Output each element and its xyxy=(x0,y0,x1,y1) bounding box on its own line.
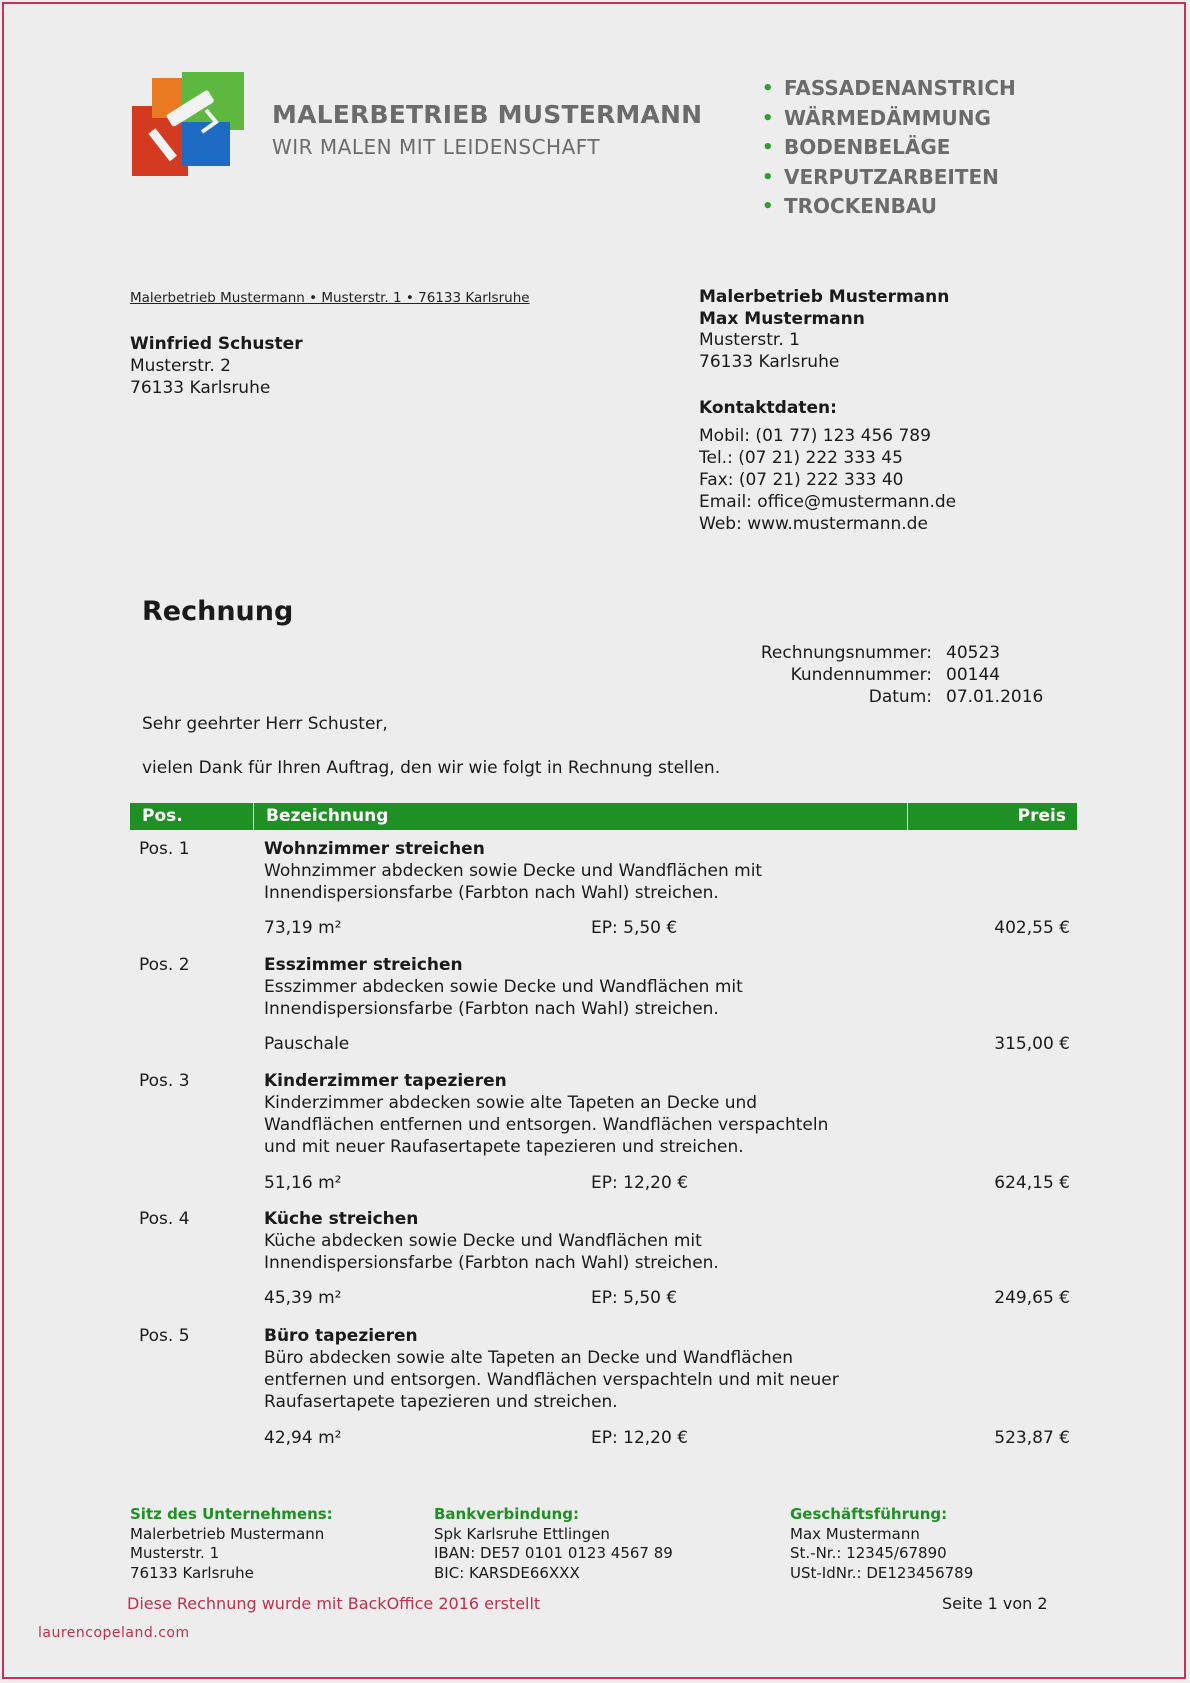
contact-email[interactable]: Email: office@mustermann.de xyxy=(699,492,957,512)
item-quantity: 45,39 m² xyxy=(264,1288,342,1308)
item-unit-price: EP: 5,50 € xyxy=(591,1288,678,1308)
item-pos: Pos. 4 xyxy=(139,1209,190,1229)
contact-heading: Kontaktdaten: xyxy=(699,398,837,418)
watermark: laurencopeland.com xyxy=(38,1625,190,1641)
company-name: Malerbetrieb Mustermann xyxy=(699,287,950,307)
recipient-name: Winfried Schuster xyxy=(130,334,303,354)
item-description: Esszimmer abdecken sowie Decke und Wandflächen mit Innendispersionsfarbe (Farbton nach Wahl) streichen. xyxy=(264,977,743,1019)
company-street: Musterstr. 1 xyxy=(699,330,800,350)
item-price: 624,15 € xyxy=(994,1173,1070,1193)
item-unit-price: EP: 5,50 € xyxy=(591,918,678,938)
service-item: • WÄRMEDÄMMUNG xyxy=(762,104,1016,134)
item-description: Küche abdecken sowie Decke und Wandflächen mit Innendispersionsfarbe (Farbton nach Wahl) streichen. xyxy=(264,1231,719,1273)
recipient-city: 76133 Karlsruhe xyxy=(130,378,271,398)
item-pos: Pos. 5 xyxy=(139,1326,190,1346)
item-price: 523,87 € xyxy=(994,1428,1070,1448)
page-number: Seite 1 von 2 xyxy=(942,1594,1048,1613)
bullet-icon: • xyxy=(762,137,774,158)
item-title: Wohnzimmer streichen xyxy=(264,839,485,859)
company-logo-slogan: WIR MALEN MIT LEIDENSCHAFT xyxy=(272,135,601,159)
item-price: 315,00 € xyxy=(994,1034,1070,1054)
intro-text: vielen Dank für Ihren Auftrag, den wir wie folgt in Rechnung stellen. xyxy=(142,758,721,778)
company-address xyxy=(699,287,949,373)
contact-tel: Tel.: (07 21) 222 333 45 xyxy=(699,448,903,468)
footer-management: Geschäftsführung: Max Mustermann St.-Nr.: 12345/67890 USt-IdNr.: DE123456789 xyxy=(790,1505,974,1582)
column-header-preis: Preis xyxy=(1017,806,1066,826)
table-header xyxy=(130,803,1077,830)
service-item: • FASSADENANSTRICH xyxy=(762,74,1016,104)
item-quantity: 42,94 m² xyxy=(264,1428,342,1448)
greeting: Sehr geehrter Herr Schuster, xyxy=(142,714,388,734)
item-pos: Pos. 1 xyxy=(139,839,190,859)
column-header-bezeichnung: Bezeichnung xyxy=(254,803,908,830)
item-title: Kinderzimmer tapezieren xyxy=(264,1071,507,1091)
company-logo-name: MALERBETRIEB MUSTERMANN xyxy=(272,100,703,129)
services-list xyxy=(762,74,1016,222)
column-header-pos: Pos. xyxy=(130,803,254,830)
company-city: 76133 Karlsruhe xyxy=(699,351,840,372)
document-title: Rechnung xyxy=(142,596,294,627)
item-quantity: 51,16 m² xyxy=(264,1173,342,1193)
footer-company-seat: Sitz des Unternehmens: Malerbetrieb Mustermann Musterstr. 1 76133 Karlsruhe xyxy=(130,1505,333,1582)
contact-details xyxy=(699,397,956,535)
item-description: Wohnzimmer abdecken sowie Decke und Wandflächen mit Innendispersionsfarbe (Farbton nach Wahl) streichen. xyxy=(264,861,763,903)
service-item: • TROCKENBAU xyxy=(762,192,1016,222)
item-quantity: Pauschale xyxy=(264,1034,350,1054)
created-with-note: Diese Rechnung wurde mit BackOffice 2016 erstellt xyxy=(127,1594,541,1613)
recipient-street: Musterstr. 2 xyxy=(130,356,231,376)
item-unit-price: EP: 12,20 € xyxy=(591,1173,689,1193)
item-unit-price: EP: 12,20 € xyxy=(591,1428,689,1448)
item-description: Kinderzimmer abdecken sowie alte Tapeten an Decke und Wandflächen entfernen und entsorgen. Wandflächen verspachteln und mit neuer Raufasertapete tapezieren und streichen. xyxy=(264,1093,829,1157)
bullet-icon: • xyxy=(762,166,774,188)
contact-web[interactable]: Web: www.mustermann.de xyxy=(699,514,928,534)
footer-bank-details: Bankverbindung: Spk Karlsruhe Ettlingen IBAN: DE57 0101 0123 4567 89 BIC: KARSDE66XXX xyxy=(434,1505,673,1582)
item-price: 402,55 € xyxy=(994,918,1070,938)
company-logo-icon xyxy=(132,72,244,180)
contact-mobile: Mobil: (01 77) 123 456 789 xyxy=(699,426,931,446)
item-title: Küche streichen xyxy=(264,1209,419,1229)
meta-date: Datum: 07.01.2016 xyxy=(868,687,1044,707)
service-item: • BODENBELÄGE xyxy=(762,133,1016,163)
item-pos: Pos. 2 xyxy=(139,955,190,975)
item-quantity: 73,19 m² xyxy=(264,918,342,938)
item-price: 249,65 € xyxy=(994,1288,1070,1308)
bullet-icon: • xyxy=(762,78,774,99)
company-owner: Max Mustermann xyxy=(699,308,865,329)
meta-invoice-number: Rechnungsnummer: 40523 xyxy=(760,643,1001,663)
bullet-icon: • xyxy=(762,196,774,217)
item-title: Büro tapezieren xyxy=(264,1326,418,1346)
meta-customer-number: Kundennummer: 00144 xyxy=(790,665,1001,685)
item-pos: Pos. 3 xyxy=(139,1071,190,1091)
service-item: • VERPUTZARBEITEN xyxy=(762,163,1016,193)
item-description: Büro abdecken sowie alte Tapeten an Decke und Wandflächen entfernen und entsorgen. Wandflächen verspachteln und mit neuer Raufasertapete tapezieren und streichen. xyxy=(264,1348,839,1412)
item-title: Esszimmer streichen xyxy=(264,955,463,975)
sender-return-address: Malerbetrieb Mustermann • Musterstr. 1 • 76133 Karlsruhe xyxy=(130,290,530,306)
bullet-icon: • xyxy=(762,107,774,129)
invoice-meta xyxy=(700,642,1043,708)
recipient-address xyxy=(130,333,303,399)
contact-fax: Fax: (07 21) 222 333 40 xyxy=(699,470,904,490)
